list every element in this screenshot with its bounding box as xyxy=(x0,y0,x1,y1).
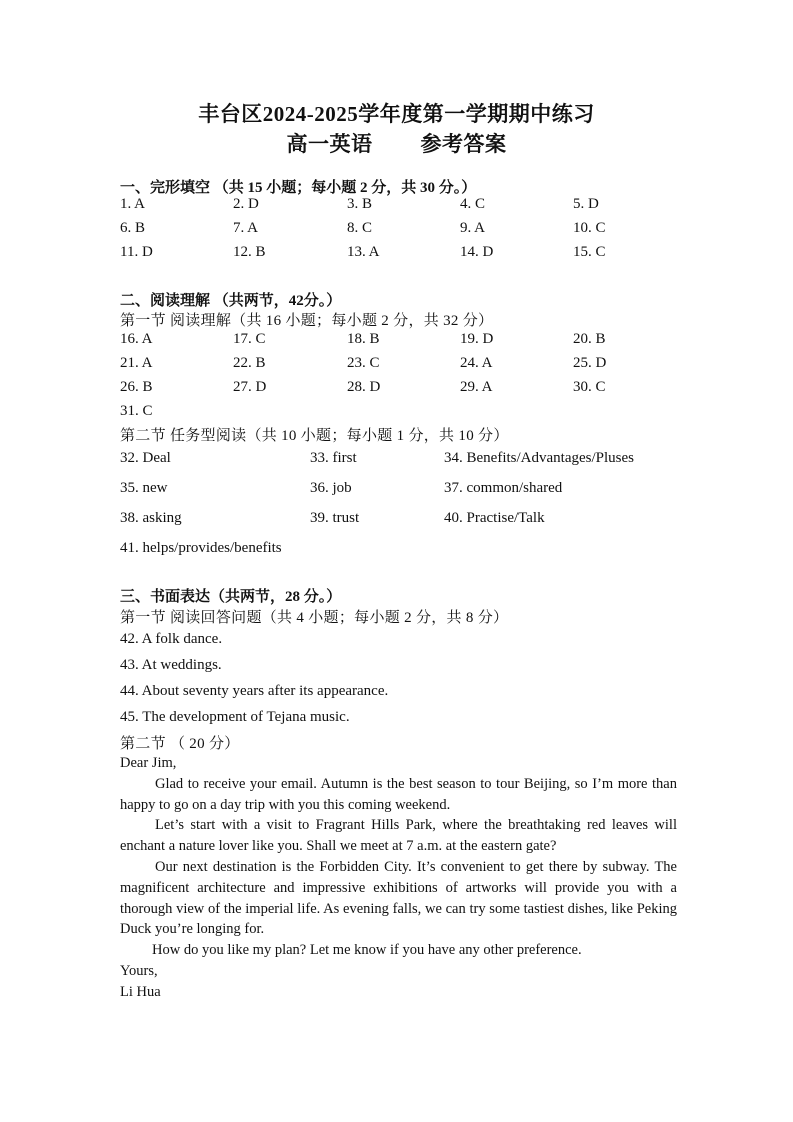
answer-item: 12. B xyxy=(233,244,266,260)
answer-item: 9. A xyxy=(460,220,486,236)
answer-item: 35. new xyxy=(120,480,168,496)
section3-part2-heading: 第二节 （ 20 分） xyxy=(120,736,240,752)
answer-item: 14. D xyxy=(460,244,494,260)
answer-item: 18. B xyxy=(347,331,380,347)
answer-item: 33. first xyxy=(310,450,357,466)
answer-key-label: 参考答案 xyxy=(420,132,507,156)
subject-label: 高一英语 xyxy=(286,132,373,156)
answer-item: 38. asking xyxy=(120,510,182,526)
answer-item: 17. C xyxy=(233,331,266,347)
answer-item: 20. B xyxy=(573,331,606,347)
answer-item: 15. C xyxy=(573,244,606,260)
letter-paragraph: Glad to receive your email. Autumn is the best season to tour Beijing, so I’m more than happy to go on a day trip with you this coming weekend. xyxy=(120,775,677,813)
answer-item: 16. A xyxy=(120,331,153,347)
answer-item: 43. At weddings. xyxy=(120,657,222,673)
letter-signature: Li Hua xyxy=(120,983,161,1000)
answer-item: 4. C xyxy=(460,196,486,212)
answer-item: 3. B xyxy=(347,196,373,212)
document-title: 丰台区2024-2025学年度第一学期期中练习 xyxy=(198,102,595,126)
answer-item: 6. B xyxy=(120,220,146,236)
answer-item: 30. C xyxy=(573,379,606,395)
answer-item: 11. D xyxy=(120,244,153,260)
answer-item: 27. D xyxy=(233,379,267,395)
section3-part1-heading: 第一节 阅读回答问题（共 4 小题；每小题 2 分，共 8 分） xyxy=(120,610,509,626)
answer-item: 28. D xyxy=(347,379,381,395)
answer-item: 45. The development of Tejana music. xyxy=(120,709,350,725)
answer-item: 39. trust xyxy=(310,510,360,526)
answer-item: 13. A xyxy=(347,244,380,260)
section2-heading: 二、阅读理解 （共两节，42分。） xyxy=(120,293,342,309)
answer-item: 31. C xyxy=(120,403,153,419)
answer-item: 32. Deal xyxy=(120,450,171,466)
document-subtitle xyxy=(0,128,793,158)
answer-item: 29. A xyxy=(460,379,493,395)
answer-item: 2. D xyxy=(233,196,259,212)
answer-item: 26. B xyxy=(120,379,153,395)
answer-item: 10. C xyxy=(573,220,606,236)
answer-item: 37. common/shared xyxy=(444,480,563,496)
answer-item: 24. A xyxy=(460,355,493,371)
letter-paragraph: Let’s start with a visit to Fragrant Hills Park, where the breathtaking red leaves will enchant a nature lover like you. Shall we meet at 7 a.m. at the eastern gate? xyxy=(120,817,677,855)
answer-item: 21. A xyxy=(120,355,153,371)
letter-paragraph: Our next destination is the Forbidden City. It’s convenient to get there by subway. The magnificent architecture and impressive exhibitions of artworks will provide you with a thorough view of the imperial life. As evening falls, we can try some tastiest dishes, like Peking Duck you’re longing for. xyxy=(120,858,677,938)
letter-greeting: Dear Jim, xyxy=(120,755,177,771)
section1-heading: 一、完形填空 （共 15 小题；每小题 2 分，共 30 分。） xyxy=(120,180,477,196)
letter-paragraph: How do you like my plan? Let me know if you have any other preference. xyxy=(152,942,582,959)
answer-item: 42. A folk dance. xyxy=(120,631,223,647)
answer-item: 19. D xyxy=(460,331,494,347)
letter-closing: Yours, xyxy=(120,962,158,979)
answer-item: 40. Practise/Talk xyxy=(444,510,545,526)
answer-item: 8. C xyxy=(347,220,373,236)
answer-item: 25. D xyxy=(573,355,607,371)
section2-part2-heading: 第二节 任务型阅读（共 10 小题；每小题 1 分，共 10 分） xyxy=(120,428,509,444)
answer-item: 1. A xyxy=(120,196,146,212)
answer-item: 44. About seventy years after its appearance. xyxy=(120,683,389,699)
sample-letter xyxy=(120,753,677,1003)
answer-item: 5. D xyxy=(573,196,599,212)
answer-item: 7. A xyxy=(233,220,259,236)
answer-item: 36. job xyxy=(310,480,352,496)
answer-item: 34. Benefits/Advantages/Pluses xyxy=(444,450,634,466)
answer-item: 22. B xyxy=(233,355,266,371)
answer-item: 23. C xyxy=(347,355,380,371)
answer-item: 41. helps/provides/benefits xyxy=(120,540,282,556)
section3-heading: 三、书面表达（共两节，28 分。） xyxy=(120,589,342,605)
section2-part1-heading: 第一节 阅读理解（共 16 小题；每小题 2 分，共 32 分） xyxy=(120,313,494,329)
